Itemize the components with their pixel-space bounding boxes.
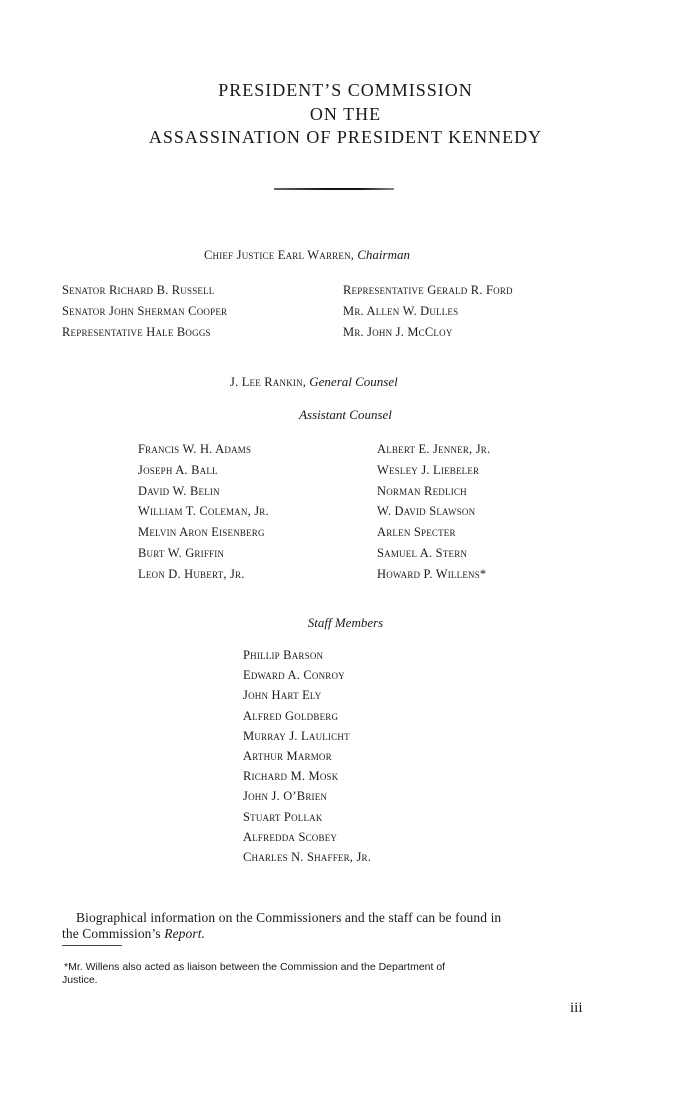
staff-member-name: Arthur Marmor <box>243 748 332 763</box>
commissioner-name: Senator John Sherman Cooper <box>62 303 228 318</box>
footnote-divider <box>62 945 122 946</box>
assistant-counsel-heading: Assistant Counsel <box>299 407 392 422</box>
commissioners-left-column <box>62 280 227 342</box>
footnote-line-1: *Mr. Willens also acted as liaison between the Commission and the Department of <box>64 961 446 973</box>
staff-member-name: Richard M. Mosk <box>243 769 339 784</box>
staff-member-name: Alfredda Scobey <box>243 829 338 844</box>
assistant-counsel-name: Norman Redlich <box>377 483 467 498</box>
commissioner-name: Senator Richard B. Russell <box>62 283 215 297</box>
commissioner-name: Mr. John J. McCloy <box>343 324 453 339</box>
assistant-counsel-name: Samuel A. Stern <box>377 545 468 560</box>
assistant-counsel-name: Wesley J. Liebeler <box>377 462 480 477</box>
staff-member-name: John Hart Ely <box>243 688 322 703</box>
title-divider <box>274 188 394 190</box>
biographical-note-line-2 <box>62 926 205 942</box>
assistant-counsel-name: Leon D. Hubert, Jr. <box>138 566 245 581</box>
assistant-counsel-name: W. David Slawson <box>377 504 476 519</box>
staff-member-name: Murray J. Laulicht <box>243 728 350 743</box>
assistant-counsel-name: Albert E. Jenner, Jr. <box>377 442 491 456</box>
chairman-name: Chief Justice Earl Warren, <box>204 248 355 262</box>
biographical-note-text: the Commission’s <box>62 926 161 941</box>
staff-members-heading: Staff Members <box>307 615 384 630</box>
assistant-counsel-right-column <box>377 439 490 585</box>
biographical-note-line-1: Biographical information on the Commissioners and the staff can be found in <box>76 910 502 925</box>
general-counsel-name: J. Lee Rankin, <box>230 375 307 389</box>
assistant-counsel-name: David W. Belin <box>138 483 220 498</box>
commissioner-name: Representative Hale Boggs <box>62 324 211 339</box>
title-line-1: PRESIDENT’S COMMISSION <box>218 80 473 100</box>
staff-member-name: Stuart Pollak <box>243 809 323 824</box>
title-line-2: ON THE <box>309 104 382 124</box>
page-number: iii <box>570 1000 583 1016</box>
assistant-counsel-left-column <box>138 439 269 585</box>
staff-member-name: Charles N. Shaffer, Jr. <box>243 849 372 864</box>
commissioner-name: Representative Gerald R. Ford <box>343 283 513 297</box>
assistant-counsel-name: Melvin Aron Eisenberg <box>138 525 265 540</box>
footnote-line-2: Justice. <box>62 974 98 986</box>
staff-member-name: Alfred Goldberg <box>243 708 339 723</box>
title-line-3: ASSASSINATION OF PRESIDENT KENNEDY <box>148 127 543 147</box>
chairman-role: Chairman <box>357 247 410 262</box>
commissioner-name: Mr. Allen W. Dulles <box>343 303 459 318</box>
report-title: Report. <box>164 926 206 941</box>
assistant-counsel-name: William T. Coleman, Jr. <box>138 504 269 519</box>
assistant-counsel-name: Francis W. H. Adams <box>138 442 252 456</box>
staff-member-name: Phillip Barson <box>243 648 324 662</box>
general-counsel-role: General Counsel <box>309 374 398 389</box>
chairman-line <box>204 247 410 263</box>
assistant-counsel-name: Howard P. Willens* <box>377 566 487 581</box>
staff-members-column <box>243 645 371 867</box>
staff-member-name: John J. O’Brien <box>243 789 328 804</box>
general-counsel-line <box>230 374 398 390</box>
assistant-counsel-name: Arlen Specter <box>377 525 456 540</box>
assistant-counsel-name: Burt W. Griffin <box>138 545 225 560</box>
staff-member-name: Edward A. Conroy <box>243 668 345 683</box>
commissioners-right-column <box>343 280 513 342</box>
assistant-counsel-name: Joseph A. Ball <box>138 462 218 477</box>
